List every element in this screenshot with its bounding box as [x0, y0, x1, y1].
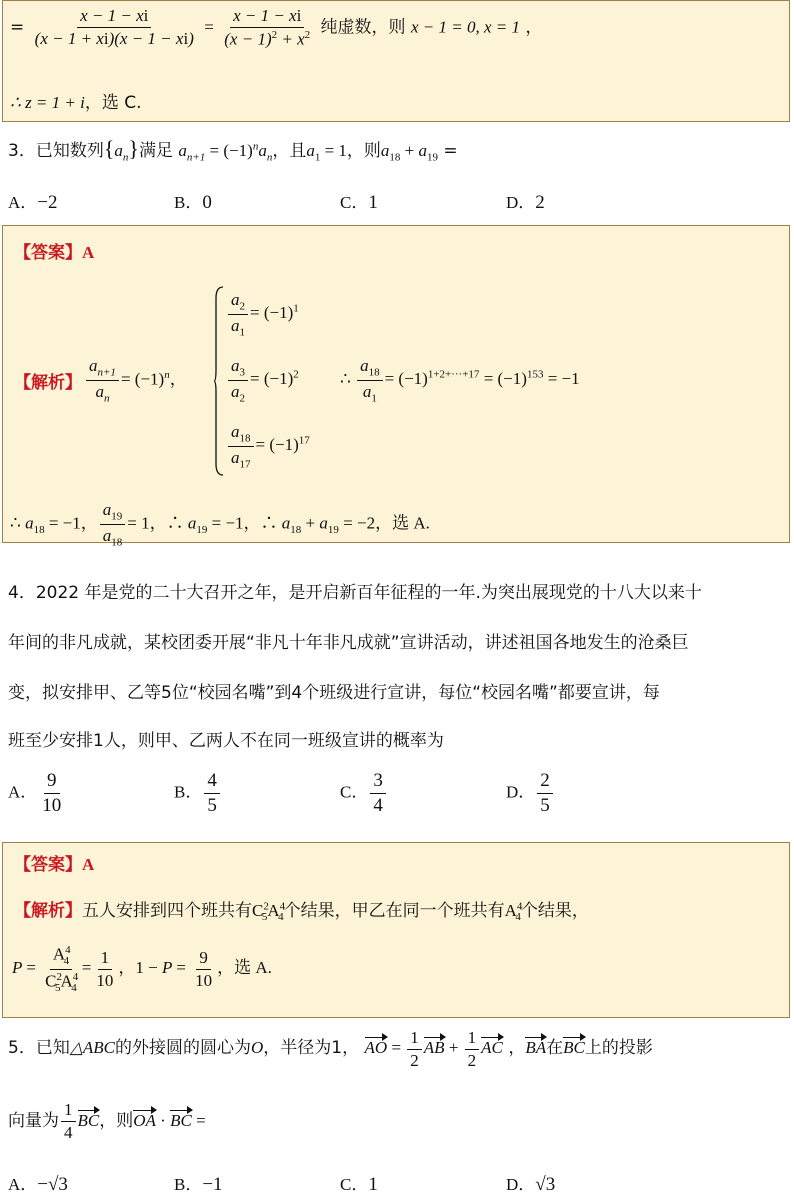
- q2-eq-sign: =: [10, 17, 25, 38]
- q3-option-b[interactable]: B．0: [174, 192, 212, 213]
- q4-analysis-line: 【解析】五人安排到四个班共有$C^2_5A^4_4$个结果，甲乙在同一个班共有$A^4_4$个结果，: [14, 900, 589, 924]
- q3-answer-line: 【答案】A: [14, 243, 95, 263]
- q3-analysis-tag: 【解析】: [14, 373, 82, 393]
- q5-option-b[interactable]: B．−1: [174, 1174, 223, 1195]
- q4-option-a[interactable]: A． $\frac{9}{10}$: [8, 770, 62, 816]
- q4-stem-line-3: 变，拟安排甲、乙等5位“校园名嘴”到4个班级进行宣讲，每位“校园名嘴”都要宣讲，每: [8, 683, 660, 703]
- q3-case-2: $\frac{a_3}{a_2}$ = $(-1)^2$: [226, 356, 299, 405]
- q3-case-3: $\frac{a_{18}}{a_{17}}$ = $(-1)^{17}$: [226, 422, 310, 471]
- q2-condition: x − 1 = 0, x = 1: [410, 17, 520, 37]
- q3-option-c[interactable]: C．1: [340, 192, 378, 213]
- q5-option-d[interactable]: D．√3: [506, 1174, 556, 1195]
- q3-stem: 3．已知数列$\{a_n\}$满足 $a_{n+1} = (-1)^na_n$，且$a_1 = 1$，则$a_{18} + a_{19}$ =: [8, 136, 458, 164]
- q4-option-c[interactable]: C． $\frac{3}{4}$: [340, 770, 388, 817]
- q3-answer: A: [82, 243, 95, 262]
- q5-stem-line-1: 5．已知△ABC的外接圆的圆心为O，半径为1， AO = $\frac{1}{2}$ AB + $\frac{1}{2}$ AC ，BA在BC上的投影: [8, 1028, 653, 1070]
- q4-option-b[interactable]: B． $\frac{4}{5}$: [174, 770, 222, 817]
- q4-answer-line: 【答案】A: [14, 855, 95, 875]
- q2-fraction-2: $\frac{x - 1 - xi}{(x - 1)^2 + x^2}$: [224, 6, 311, 49]
- q2-line1: = $\frac{x - 1 - xi}{(x - 1 + xi)(x - 1 - xi)}$ = $\frac{x - 1 - xi}{(x - 1)^2 + x^2}$ 纯虚数，则 x − 1 = 0, x = 1 ，: [10, 6, 543, 49]
- q5-stem-line-2: 向量为 $\frac{1}{4}$ BC，则OA · BC =: [8, 1100, 206, 1142]
- q4-option-d[interactable]: D． $\frac{2}{5}$: [506, 770, 555, 817]
- q4-stem-line-4: 班至少安排1人，则甲、乙两人不在同一班级宣讲的概率为: [8, 731, 444, 751]
- q5-option-a[interactable]: A．−√3: [8, 1174, 68, 1195]
- q4-answer: A: [82, 855, 95, 874]
- q3-product: ∴ $\frac{a_{18}}{a_1}$ = $(-1)^{1+2+\cdot\cdot\cdot+17} = (-1)^{153} = -1$: [340, 356, 580, 405]
- q4-stem-line-1: 4．2022 年是党的二十大召开之年，是开启新百年征程的一年.为突出展现党的十八大以来十: [8, 583, 702, 603]
- q3-option-d[interactable]: D．2: [506, 192, 545, 213]
- q2-line2: [10, 88, 142, 113]
- q3-ratio-formula: $\frac{a_{n+1}}{a_n}$ = $(-1)^n$，: [84, 356, 187, 405]
- q4-probability: P = $\frac{A^4_4}{C^2_5A^4_4}$ = $\frac{1}{10}$ ，1 − P = $\frac{9}{10}$ ，选 A.: [12, 944, 272, 994]
- q3-conclusion: ∴ $a_{18} = -1$， $\frac{a_{19}}{a_{18}}$ = 1，∴ $a_{19} = -1$，∴ $a_{18} + a_{19} = -2$，选 A.: [10, 500, 430, 549]
- q2-result: ∴ z = 1 + i: [10, 93, 85, 112]
- q3-case-1: $\frac{a_2}{a_1}$ = $(-1)^1$: [226, 290, 299, 339]
- q2-select: ，选 C.: [84, 93, 142, 113]
- q3-brace: [214, 286, 224, 476]
- q3-option-a[interactable]: A．−2: [8, 192, 58, 213]
- q4-stem-line-2: 年间的非凡成就，某校团委开展“非凡十年非凡成就”宣讲活动，讲述祖国各地发生的沧桑巨: [8, 633, 689, 653]
- q2-word: 纯虚数，则: [320, 17, 406, 38]
- q5-option-c[interactable]: C．1: [340, 1174, 378, 1195]
- q2-fraction-1: $\frac{x - 1 - xi}{(x - 1 + xi)(x - 1 - xi)}$: [34, 6, 194, 48]
